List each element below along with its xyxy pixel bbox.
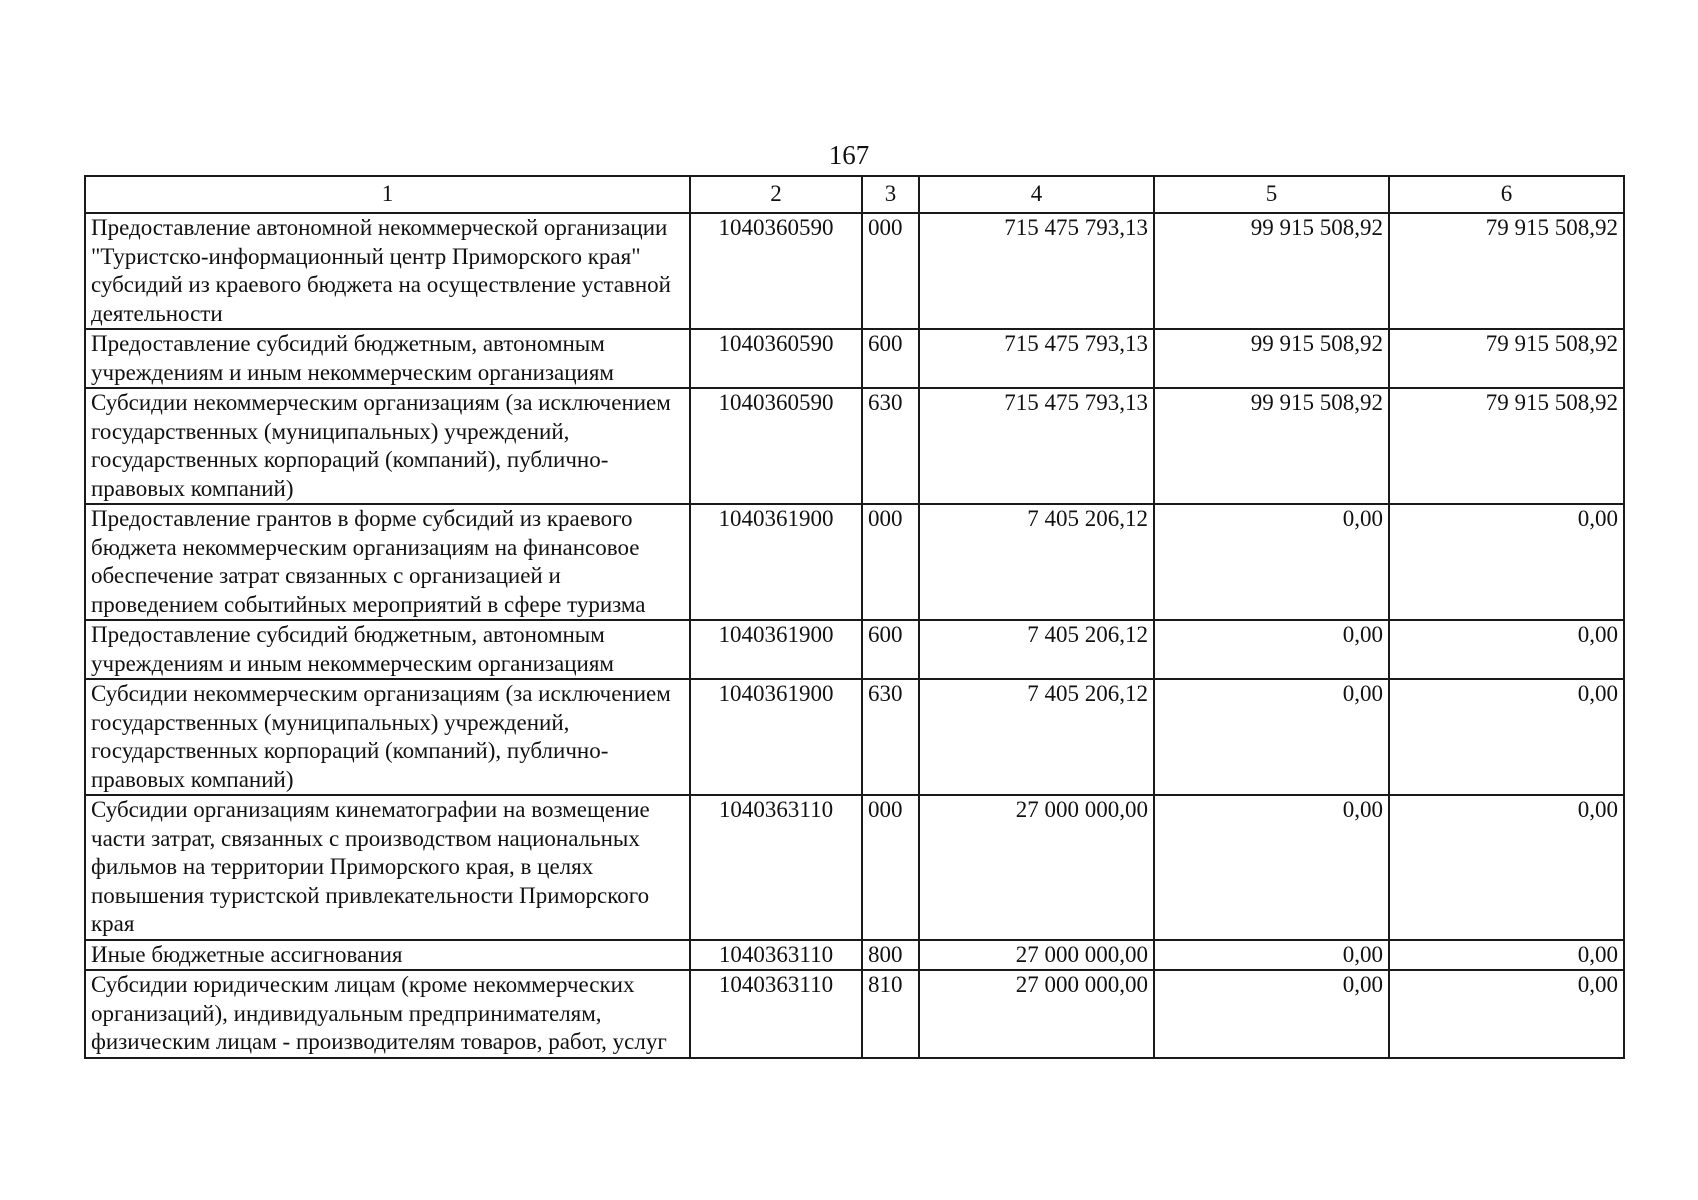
amount-col4: 27 000 000,00 — [919, 940, 1154, 971]
amount-col5: 0,00 — [1154, 795, 1389, 940]
expense-type-code: 800 — [862, 940, 919, 971]
amount-col6: 0,00 — [1389, 679, 1624, 795]
expense-type-code: 000 — [862, 213, 919, 329]
amount-col5: 0,00 — [1154, 620, 1389, 679]
amount-col6: 0,00 — [1389, 620, 1624, 679]
expense-name: Субсидии юридическим лицам (кроме некоммерческих организаций), индивидуальным предпринимателям, физическим лицам - производителям товаров, работ, услуг — [85, 970, 690, 1058]
table-row — [85, 388, 1624, 504]
column-header: 6 — [1389, 176, 1624, 213]
column-header: 5 — [1154, 176, 1389, 213]
amount-col4: 715 475 793,13 — [919, 213, 1154, 329]
amount-col4: 715 475 793,13 — [919, 329, 1154, 388]
amount-col5: 99 915 508,92 — [1154, 213, 1389, 329]
column-header: 4 — [919, 176, 1154, 213]
expense-type-code: 600 — [862, 329, 919, 388]
expense-type-code: 600 — [862, 620, 919, 679]
budget-table — [84, 175, 1625, 1059]
page-number: 167 — [828, 140, 870, 170]
expense-name: Предоставление грантов в форме субсидий из краевого бюджета некоммерческим организациям на финансовое обеспечение затрат связанных с организацией и проведением событийных мероприятий в сфере туризма — [85, 504, 690, 620]
amount-col6: 0,00 — [1389, 940, 1624, 971]
amount-col6: 79 915 508,92 — [1389, 388, 1624, 504]
target-code: 1040360590 — [690, 329, 862, 388]
amount-col4: 715 475 793,13 — [919, 388, 1154, 504]
expense-name: Иные бюджетные ассигнования — [85, 940, 690, 971]
target-code: 1040361900 — [690, 504, 862, 620]
amount-col6: 0,00 — [1389, 970, 1624, 1058]
amount-col4: 27 000 000,00 — [919, 970, 1154, 1058]
table-row — [85, 940, 1624, 971]
expense-name: Предоставление автономной некоммерческой организации "Туристско-информационный центр Приморского края" субсидий из краевого бюджета на осуществление уставной деятельности — [85, 213, 690, 329]
column-header: 3 — [862, 176, 919, 213]
expense-type-code: 000 — [862, 795, 919, 940]
header-row — [85, 176, 1624, 213]
table-row — [85, 620, 1624, 679]
expense-name: Субсидии некоммерческим организациям (за исключением государственных (муниципальных) учреждений, государственных корпораций (компаний), публично-правовых компаний) — [85, 679, 690, 795]
expense-name: Субсидии организациям кинематографии на возмещение части затрат, связанных с производством национальных фильмов на территории Приморского края, в целях повышения туристской привлекательности Приморского края — [85, 795, 690, 940]
expense-name: Предоставление субсидий бюджетным, автономным учреждениям и иным некоммерческим организациям — [85, 620, 690, 679]
amount-col5: 0,00 — [1154, 679, 1389, 795]
target-code: 1040360590 — [690, 213, 862, 329]
amount-col4: 7 405 206,12 — [919, 679, 1154, 795]
column-header: 1 — [85, 176, 690, 213]
amount-col5: 0,00 — [1154, 970, 1389, 1058]
amount-col6: 79 915 508,92 — [1389, 213, 1624, 329]
amount-col4: 27 000 000,00 — [919, 795, 1154, 940]
expense-type-code: 630 — [862, 679, 919, 795]
amount-col5: 0,00 — [1154, 504, 1389, 620]
amount-col6: 79 915 508,92 — [1389, 329, 1624, 388]
table-row — [85, 970, 1624, 1058]
amount-col5: 99 915 508,92 — [1154, 329, 1389, 388]
column-header: 2 — [690, 176, 862, 213]
table-row — [85, 213, 1624, 329]
amount-col6: 0,00 — [1389, 795, 1624, 940]
target-code: 1040361900 — [690, 620, 862, 679]
target-code: 1040360590 — [690, 388, 862, 504]
amount-col4: 7 405 206,12 — [919, 504, 1154, 620]
amount-col4: 7 405 206,12 — [919, 620, 1154, 679]
table-row — [85, 795, 1624, 940]
amount-col5: 99 915 508,92 — [1154, 388, 1389, 504]
table-row — [85, 504, 1624, 620]
target-code: 1040361900 — [690, 679, 862, 795]
target-code: 1040363110 — [690, 970, 862, 1058]
amount-col5: 0,00 — [1154, 940, 1389, 971]
target-code: 1040363110 — [690, 940, 862, 971]
table-row — [85, 679, 1624, 795]
expense-type-code: 630 — [862, 388, 919, 504]
expense-name: Предоставление субсидий бюджетным, автономным учреждениям и иным некоммерческим организациям — [85, 329, 690, 388]
table-row — [85, 329, 1624, 388]
expense-type-code: 000 — [862, 504, 919, 620]
target-code: 1040363110 — [690, 795, 862, 940]
amount-col6: 0,00 — [1389, 504, 1624, 620]
expense-type-code: 810 — [862, 970, 919, 1058]
expense-name: Субсидии некоммерческим организациям (за исключением государственных (муниципальных) учреждений, государственных корпораций (компаний), публично-правовых компаний) — [85, 388, 690, 504]
